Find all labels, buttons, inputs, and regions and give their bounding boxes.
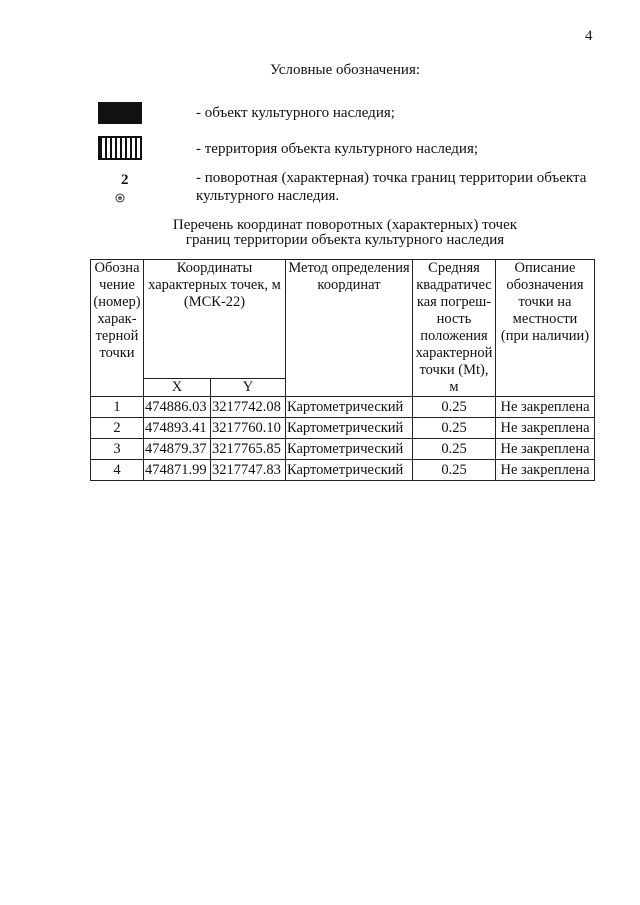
header-text: точки bbox=[99, 345, 135, 361]
header-text: харак- bbox=[97, 311, 137, 327]
header-method bbox=[286, 260, 413, 397]
header-text: Описание bbox=[514, 260, 576, 276]
cell-x: 474879.37 bbox=[144, 439, 211, 460]
heritage-object-symbol-icon bbox=[98, 102, 142, 124]
cell-mt: 0.25 bbox=[413, 418, 496, 439]
cell-point-number: 4 bbox=[91, 460, 144, 481]
cell-description: Не закреплена bbox=[496, 397, 595, 418]
header-y: Y bbox=[211, 379, 286, 397]
cell-y: 3217742.08 bbox=[211, 397, 286, 418]
legend-text-heritage-territory: - территория объекта культурного наследия; bbox=[196, 141, 479, 157]
cell-method: Картометрический bbox=[286, 418, 413, 439]
header-text: ность bbox=[436, 311, 472, 327]
header-text: Метод определения bbox=[288, 260, 410, 276]
header-text: чение bbox=[99, 277, 135, 293]
header-text: точки на bbox=[518, 294, 572, 310]
header-coordinates bbox=[144, 260, 286, 379]
page-number: 4 bbox=[585, 28, 593, 44]
table-row bbox=[91, 439, 595, 460]
header-text: точки (Mt), bbox=[419, 362, 489, 378]
cell-point-number: 1 bbox=[91, 397, 144, 418]
table-header-row bbox=[91, 260, 595, 379]
header-text: местности bbox=[512, 311, 578, 327]
cell-method: Картометрический bbox=[286, 460, 413, 481]
table-caption-line1: Перечень координат поворотных (характерных) точек bbox=[172, 217, 518, 233]
header-x: X bbox=[144, 379, 211, 397]
legend-text-heritage-object: - объект культурного наследия; bbox=[196, 105, 395, 121]
header-text: (при наличии) bbox=[500, 328, 590, 344]
table-row bbox=[91, 397, 595, 418]
header-text: Обозна bbox=[94, 260, 140, 276]
header-text: координат bbox=[317, 277, 381, 293]
coordinates-table bbox=[90, 259, 595, 481]
header-text: Координаты bbox=[176, 260, 253, 276]
cell-method: Картометрический bbox=[286, 397, 413, 418]
cell-point-number: 2 bbox=[91, 418, 144, 439]
cell-description: Не закреплена bbox=[496, 460, 595, 481]
table-row bbox=[91, 460, 595, 481]
cell-y: 3217760.10 bbox=[211, 418, 286, 439]
header-text: (номер) bbox=[93, 294, 141, 310]
header-text: (МСК-22) bbox=[183, 294, 246, 310]
legend-title: Условные обозначения: bbox=[269, 62, 421, 78]
cell-mt: 0.25 bbox=[413, 439, 496, 460]
heritage-territory-symbol-icon bbox=[98, 136, 142, 160]
legend-text-turning-point-line1: - поворотная (характерная) точка границ территории объекта bbox=[196, 170, 587, 186]
cell-x: 474886.03 bbox=[144, 397, 211, 418]
header-text: характерных точек, м bbox=[148, 277, 281, 293]
header-text: характерной bbox=[415, 345, 493, 361]
cell-y: 3217747.83 bbox=[211, 460, 286, 481]
cell-description: Не закреплена bbox=[496, 418, 595, 439]
cell-y: 3217765.85 bbox=[211, 439, 286, 460]
point-number-sample: 2 bbox=[121, 172, 129, 188]
legend-text-turning-point-line2: культурного наследия. bbox=[196, 188, 340, 204]
header-text: м bbox=[449, 379, 459, 395]
cell-method: Картометрический bbox=[286, 439, 413, 460]
cell-mt: 0.25 bbox=[413, 460, 496, 481]
cell-x: 474871.99 bbox=[144, 460, 211, 481]
legend-text-turning-point bbox=[196, 169, 606, 205]
cell-description: Не закреплена bbox=[496, 439, 595, 460]
header-text: Средняя bbox=[428, 260, 480, 276]
header-text: квадратичес bbox=[416, 277, 492, 293]
cell-point-number: 3 bbox=[91, 439, 144, 460]
header-point-designation bbox=[91, 260, 144, 397]
turning-point-symbol-icon bbox=[115, 193, 125, 203]
header-text: терной bbox=[95, 328, 139, 344]
cell-x: 474893.41 bbox=[144, 418, 211, 439]
table-row bbox=[91, 418, 595, 439]
table-caption-line2: границ территории объекта культурного наследия bbox=[185, 232, 505, 248]
cell-mt: 0.25 bbox=[413, 397, 496, 418]
header-text: кая погреш- bbox=[416, 294, 492, 310]
table-caption bbox=[0, 218, 640, 248]
header-mean-square-error bbox=[413, 260, 496, 397]
header-description bbox=[496, 260, 595, 397]
header-text: положения bbox=[420, 328, 488, 344]
header-text: обозначения bbox=[506, 277, 584, 293]
